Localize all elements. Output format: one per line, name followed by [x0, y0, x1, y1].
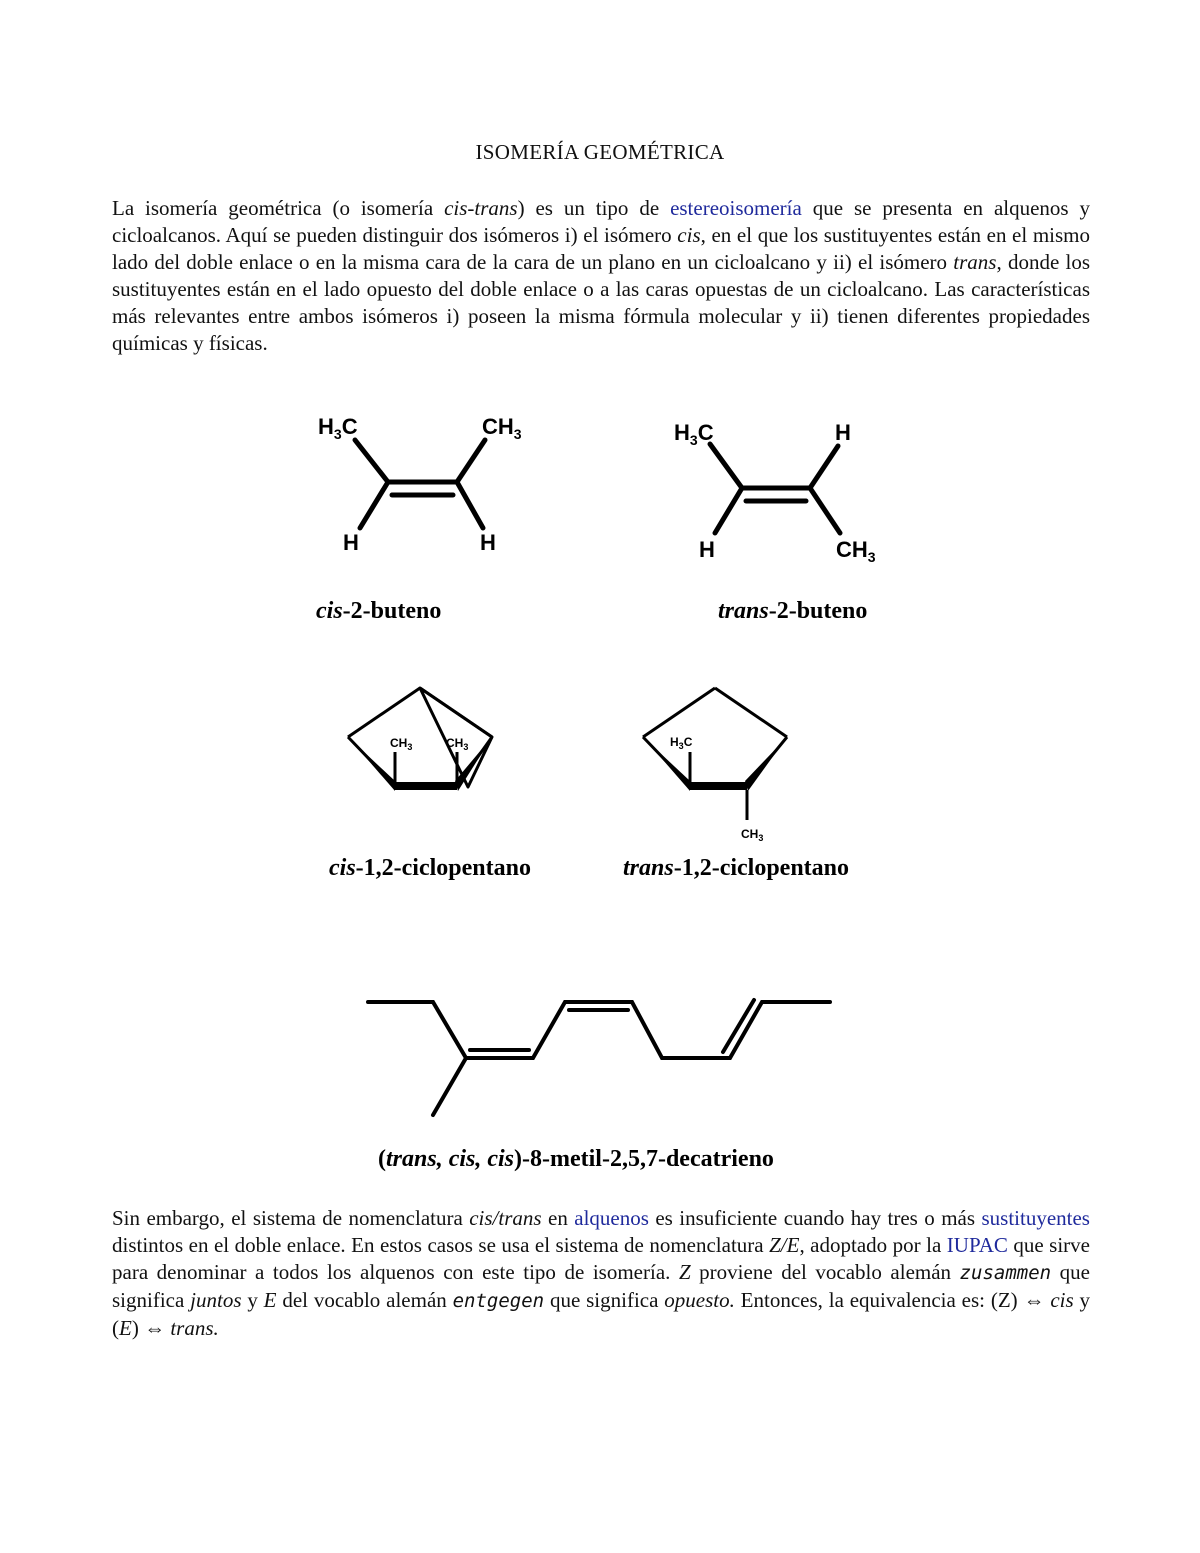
- cis-2-buteno-caption: cis-2-buteno: [316, 598, 442, 624]
- trans-ciclo-h3c-label: $H_3C$: [670, 735, 693, 751]
- cis-ciclo-ch3-right-label: $CH_3$: [446, 736, 469, 752]
- trans-buteno-h-bottom-label: H: [699, 537, 715, 562]
- page-title: ISOMERÍA GEOMÉTRICA: [475, 140, 725, 164]
- iupac-link[interactable]: IUPAC: [946, 1233, 1008, 1257]
- trans-ciclopentano-structure: [615, 680, 885, 890]
- cis-buteno-ch3-label: $CH_3$: [482, 414, 522, 442]
- trans-buteno-ch3-label: $CH_3$: [836, 537, 876, 565]
- cis-ciclo-ch3-left-label: $CH_3$: [390, 736, 413, 752]
- decatrieno-structure: [340, 980, 860, 1180]
- estereoisomeria-link[interactable]: estereoisomería: [670, 196, 802, 220]
- closing-paragraph: Sin embargo, el sistema de nomenclatura cis/trans en alquenos es insuficiente cuando hay tres o más sustituyentes distintos en el doble enlace. En estos casos se usa el sistema de nomenclatura Z/E, adoptado por la IUPAC que sirve para denominar a todos los alquenos con este tipo de isomería. Z proviene del vocablo alemán zusammen que significa juntos y E del vocablo alemán entgegen que significa opuesto. Entonces, la equivalencia es: (Z) ⇔ cis y (E) ⇔ trans.: [112, 1206, 1090, 1340]
- intro-paragraph: La isomería geométrica (o isomería cis-trans) es un tipo de estereoisomería que se presenta en alquenos y cicloalcanos. Aquí se pueden distinguir dos isómeros i) el isómero cis, en el que los sustituyentes están en el mismo lado del doble enlace o en la misma cara de la cara de un plano en un cicloalcano y ii) el isómero trans, donde los sustituyentes están en el lado opuesto del doble enlace o a las caras opuestas de un cicloalcano. Las características más relevantes entre ambos isómeros i) poseen la misma fórmula molecular y ii) tienen diferentes propiedades químicas y físicas.: [112, 196, 1091, 355]
- cis-2-buteno-structure: [300, 400, 560, 640]
- alquenos-link[interactable]: alquenos: [574, 1206, 649, 1230]
- cis-buteno-h3c-label: $H_3C$: [318, 414, 358, 442]
- cis-buteno-h-left-label: H: [343, 530, 359, 555]
- decatrieno-caption: (trans, cis, cis)-8-metil-2,5,7-decatrieno: [378, 1146, 774, 1172]
- trans-buteno-h-top-label: H: [835, 420, 851, 445]
- cis-ciclopentano-caption: cis-1,2-ciclopentano: [329, 855, 531, 881]
- cis-ciclopentano-structure: [320, 680, 590, 890]
- trans-2-buteno-caption: trans-2-buteno: [718, 598, 868, 624]
- sustituyentes-link[interactable]: sustituyentes: [981, 1206, 1090, 1230]
- trans-ciclopentano-caption: trans-1,2-ciclopentano: [623, 855, 850, 881]
- trans-2-buteno-structure: [660, 400, 940, 640]
- trans-ciclo-ch3-label: $CH_3$: [741, 827, 764, 843]
- cis-buteno-h-right-label: H: [480, 530, 496, 555]
- trans-buteno-h3c-label: $H_3C$: [674, 420, 714, 448]
